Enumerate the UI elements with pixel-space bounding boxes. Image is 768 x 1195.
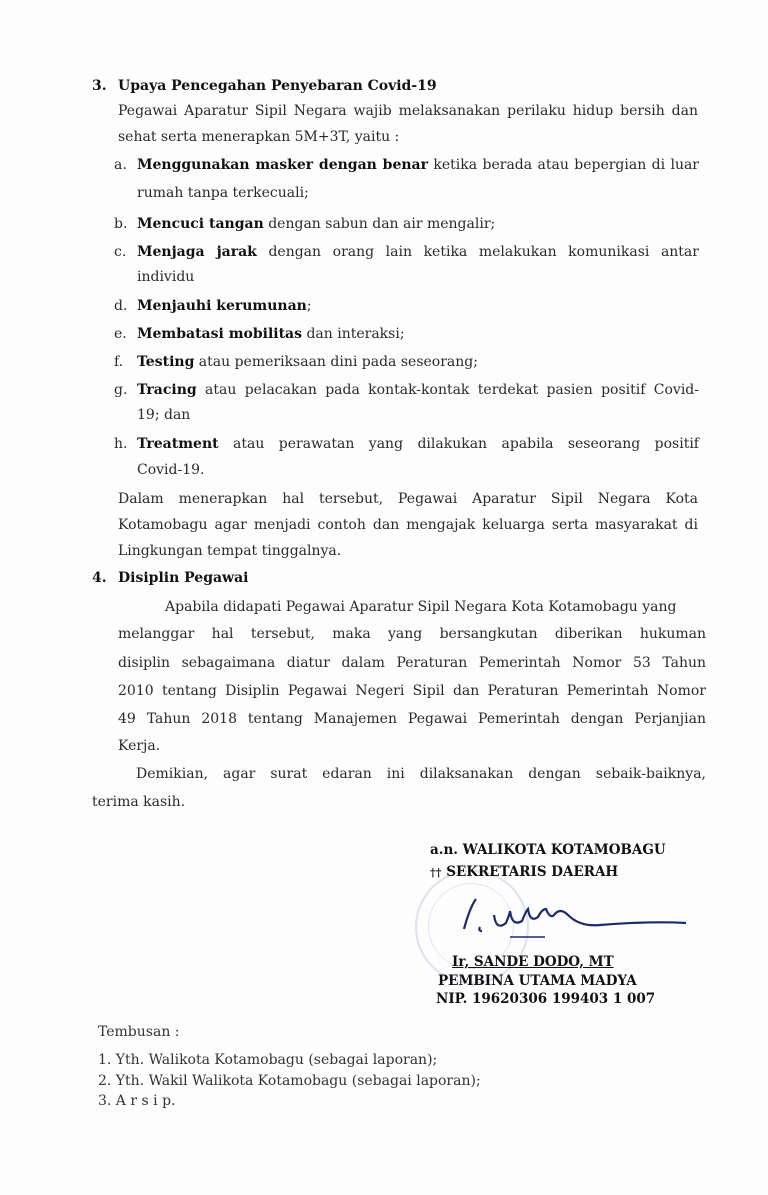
list-item-label: e. (114, 326, 127, 342)
list-item-bold: Menggunakan masker dengan benar (137, 157, 428, 173)
section-4-paragraph-line: disiplin sebagaimana diatur dalam Peraturan Pemerintah Nomor 53 Tahun (118, 655, 706, 671)
list-item-text: atau pelacakan pada kontak-kontak terdekat pasien positif Covid- (196, 382, 699, 398)
section-3-number: 3. (92, 78, 107, 94)
list-item (137, 243, 699, 262)
signature-block (430, 842, 710, 1012)
section-3-title: Upaya Pencegahan Penyebaran Covid-19 (118, 78, 437, 94)
signatory-nip: NIP. 19620306 199403 1 007 (436, 991, 656, 1007)
list-item (137, 353, 478, 372)
signatory-name: Ir, SANDE DODO, MT (452, 954, 614, 970)
list-item-label: h. (114, 436, 128, 452)
signatory-rank: PEMBINA UTAMA MADYA (438, 973, 637, 989)
list-item (137, 297, 312, 316)
list-item-text: dan interaksi; (302, 326, 405, 342)
list-item-label: b. (114, 216, 128, 232)
list-item-text: dengan orang lain ketika melakukan komunikasi antar (256, 244, 699, 260)
list-item-label: g. (114, 382, 128, 398)
list-item-label: c. (114, 244, 127, 260)
list-item-text: dengan sabun dan air mengalir; (263, 216, 496, 232)
list-item-label: d. (114, 298, 128, 314)
section-3-intro-line-2: sehat serta menerapkan 5M+3T, yaitu : (118, 129, 400, 145)
list-item-text: atau perawatan yang dilakukan apabila seseorang positif (218, 436, 699, 452)
section-4-title: Disiplin Pegawai (118, 570, 249, 586)
list-item (137, 215, 495, 234)
list-item-bold: Menjauhi kerumunan (137, 298, 307, 314)
section-3-closing-line-1: Dalam menerapkan hal tersebut, Pegawai Aparatur Sipil Negara Kota (118, 491, 698, 507)
list-item-bold: Membatasi mobilitas (137, 326, 303, 342)
section-4-heading (92, 570, 249, 586)
list-item-bold: Mencuci tangan (137, 216, 264, 232)
list-item-label: a. (114, 157, 127, 173)
signature-office-title: SEKRETARIS DAERAH (446, 864, 619, 880)
list-item-bold: Tracing (137, 382, 197, 398)
list-item-continuation: Covid-19. (137, 462, 205, 478)
list-item-text: ketika berada atau bepergian di luar (428, 157, 699, 173)
closing-line-2: terima kasih. (92, 794, 186, 810)
section-4-paragraph-line: Kerja. (118, 738, 161, 754)
list-item (137, 435, 699, 454)
tembusan-heading: Tembusan : (98, 1024, 180, 1040)
list-item-label: f. (114, 354, 124, 370)
section-4-paragraph-line: Apabila didapati Pegawai Aparatur Sipil Negara Kota Kotamobagu yang (165, 599, 677, 615)
section-3-closing-line-2: Kotamobagu agar menjadi contoh dan mengajak keluarga serta masyarakat di (118, 517, 698, 533)
tembusan-item: 1. Yth. Walikota Kotamobagu (sebagai laporan); (98, 1052, 438, 1068)
section-3-closing-line-3: Lingkungan tempat tinggalnya. (118, 543, 342, 559)
list-item-bold: Treatment (137, 436, 219, 452)
handwritten-signature (450, 887, 710, 947)
section-4-paragraph-line: 2010 tentang Disiplin Pegawai Negeri Sipil dan Peraturan Pemerintah Nomor (118, 683, 706, 699)
tembusan-item: 3. A r s i p. (98, 1093, 176, 1109)
section-4-paragraph-line: 49 Tahun 2018 tentang Manajemen Pegawai Pemerintah dengan Perjanjian (118, 711, 706, 727)
list-item-text: atau pemeriksaan dini pada seseorang; (194, 354, 478, 370)
tembusan-item: 2. Yth. Wakil Walikota Kotamobagu (sebagai laporan); (98, 1073, 481, 1089)
list-item-text: ; (306, 298, 312, 314)
section-3-intro-line-1: Pegawai Aparatur Sipil Negara wajib melaksanakan perilaku hidup bersih dan (118, 103, 698, 119)
list-item (137, 156, 699, 175)
list-item (137, 381, 699, 400)
section-4-number: 4. (92, 570, 107, 586)
signature-office (430, 864, 618, 880)
list-item-bold: Testing (137, 354, 195, 370)
section-4-paragraph-line: melanggar hal tersebut, maka yang bersangkutan diberikan hukuman (118, 626, 706, 642)
list-item-bold: Menjaga jarak (137, 244, 257, 260)
signature-office-prefix: †† (430, 866, 442, 879)
list-item (137, 325, 405, 344)
section-3-heading (92, 78, 437, 94)
closing-line-1: Demikian, agar surat edaran ini dilaksanakan dengan sebaik-baiknya, (136, 766, 706, 782)
list-item-continuation: individu (137, 269, 195, 285)
list-item-continuation: rumah tanpa terkecuali; (137, 185, 309, 201)
list-item-continuation: 19; dan (137, 407, 191, 423)
signature-on-behalf: a.n. WALIKOTA KOTAMOBAGU (430, 842, 666, 858)
